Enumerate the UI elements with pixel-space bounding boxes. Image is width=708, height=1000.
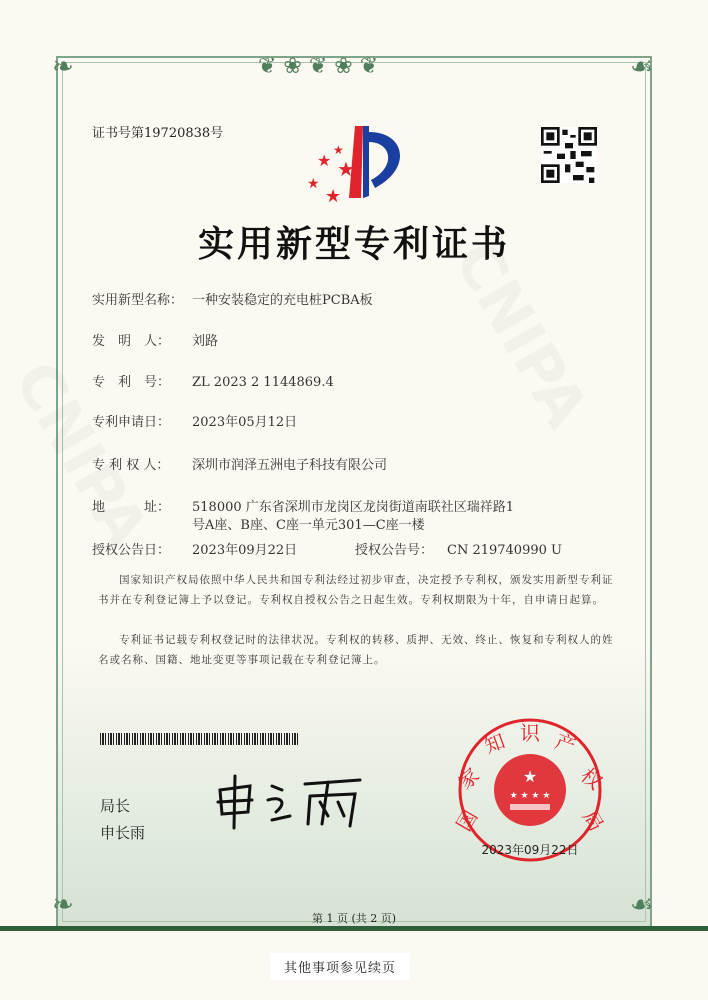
field-value: ZL 2023 2 1144869.4: [192, 375, 334, 390]
seal-date: 2023年09月22日: [481, 843, 579, 857]
qr-code: [541, 127, 597, 183]
field-value: CN 219740990 U: [447, 543, 562, 558]
field-application-date: [92, 411, 297, 430]
official-seal: [451, 712, 609, 872]
legal-paragraph: 专利证书记载专利权登记时的法律状况。专利权的转移、质押、无效、终止、恢复和专利权人的姓名或名称、国籍、地址变更等事项记载在专利登记簿上。: [98, 634, 614, 666]
certificate-title: 实用新型专利证书: [197, 223, 510, 265]
field-label: 发 明 人：: [92, 334, 171, 349]
svg-text:★: ★: [522, 767, 538, 786]
svg-text:★: ★: [317, 151, 332, 170]
corner-ornament-icon: ☙: [630, 890, 654, 920]
field-patent-number: [92, 371, 334, 390]
page-indicator: 第 1 页 (共 2 页): [311, 912, 397, 925]
svg-text:★: ★: [325, 186, 342, 207]
handwritten-signature: [210, 772, 370, 832]
svg-text:★: ★: [307, 176, 320, 192]
svg-text:★: ★: [337, 157, 355, 181]
field-value: 深圳市润泽五洲电子科技有限公司: [192, 458, 388, 473]
field-label: 实用新型名称：: [92, 293, 184, 308]
field-address-line2: 号A座、B座、C座一单元301—C座一楼: [192, 518, 425, 533]
signatory-role: 局长: [100, 797, 131, 815]
svg-text:家: 家: [453, 763, 484, 795]
svg-text:产: 产: [551, 728, 579, 759]
svg-text:★: ★: [333, 143, 344, 157]
certificate-number: 证书号第19720838号: [92, 126, 224, 141]
field-label: 专利申请日：: [92, 415, 171, 430]
signatory-name: 申长雨: [100, 824, 146, 842]
field-inventor: [92, 330, 218, 349]
field-value: 2023年09月22日: [192, 543, 298, 558]
field-utility-model-name: [92, 289, 373, 308]
field-label: 授权公告日：: [92, 543, 171, 558]
legal-paragraph: 国家知识产权局依照中华人民共和国专利法经过初步审查，决定授予专利权，颁发实用新型专利证书并在专利登记簿上予以登记。专利权自授权公告之日起生效。专利权期限为十年，自申请日起算。: [98, 574, 614, 606]
corner-ornament-icon: ❧: [52, 890, 74, 920]
field-patentee: [92, 454, 387, 473]
bottom-rule: [0, 926, 708, 931]
cnipa-logo-icon: [305, 118, 415, 207]
corner-ornament-icon: ❧: [52, 52, 74, 82]
svg-text:局: 局: [577, 805, 609, 836]
field-value: 刘路: [192, 334, 219, 349]
svg-text:识: 识: [520, 721, 540, 745]
field-value: 2023年05月12日: [192, 415, 298, 430]
svg-text:★ ★ ★ ★: ★ ★ ★ ★: [509, 791, 551, 801]
field-label: 专 利 权 人：: [92, 458, 170, 473]
field-value: 一种安装稳定的充电桩PCBA板: [192, 293, 373, 308]
corner-ornament-icon: ☙: [630, 52, 654, 82]
svg-text:知: 知: [481, 728, 509, 759]
footer-note: 其他事项参见续页: [270, 953, 410, 980]
svg-text:权: 权: [576, 763, 607, 795]
field-grant-date: [92, 539, 297, 558]
field-address: [92, 496, 514, 515]
svg-text:国: 国: [451, 805, 483, 836]
field-label: 专 利 号：: [92, 375, 171, 390]
top-ornament-icon: ❦ ❀ ❦ ❀ ❦: [258, 54, 379, 79]
barcode: [100, 733, 300, 745]
field-value: 518000 广东省深圳市龙岗区龙岗街道南联社区瑞祥路1: [192, 500, 515, 515]
field-label: 地 址：: [92, 500, 171, 515]
field-label: 授权公告号：: [355, 543, 434, 558]
field-grant-number: [355, 539, 562, 558]
